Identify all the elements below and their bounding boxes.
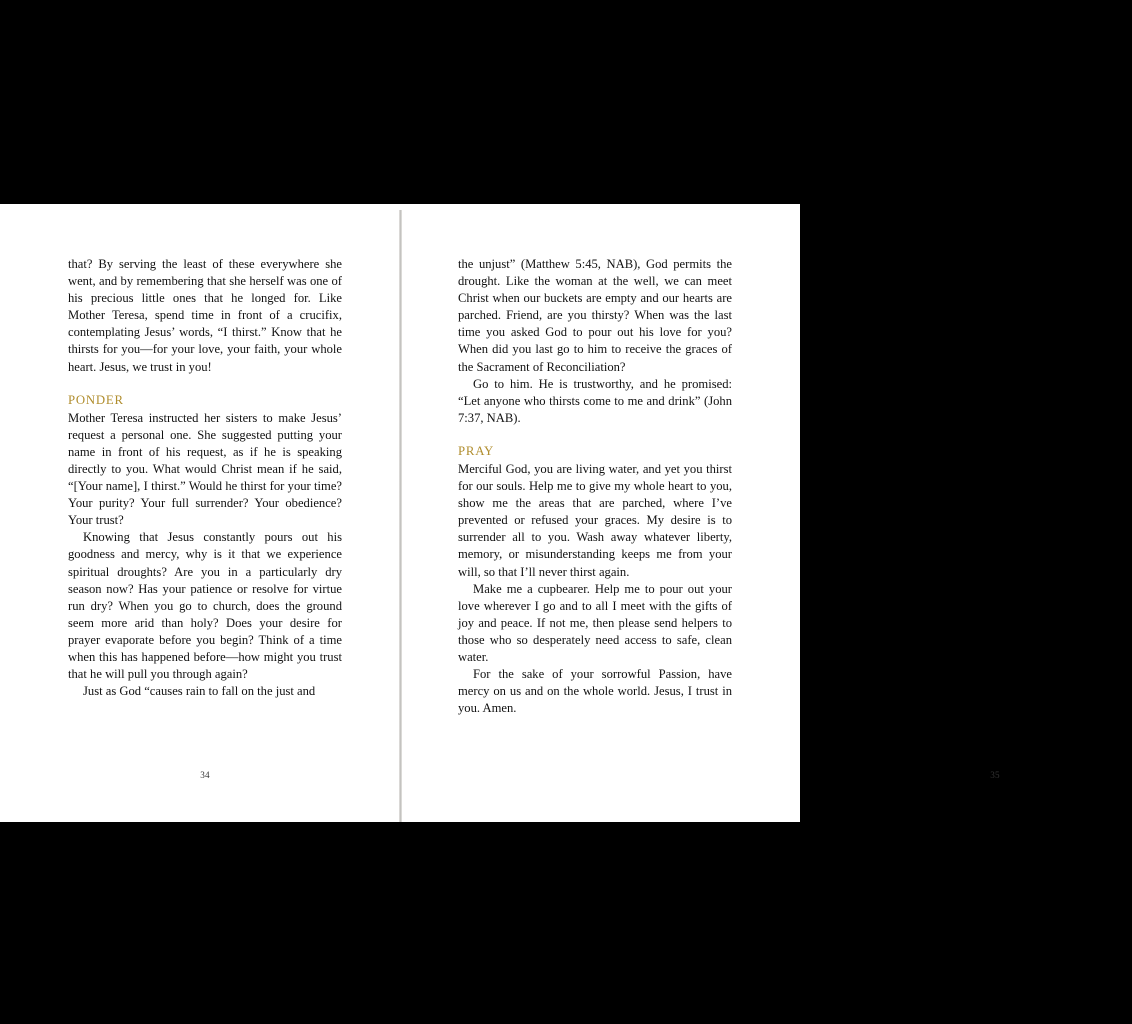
page-number-right: 35 (990, 770, 1000, 780)
right-page-text-column (458, 256, 732, 717)
book-spread (0, 204, 1000, 822)
body-paragraph: that? By serving the least of these everywhere she went, and by remembering that she herself was one of his precious little ones that he longed for. Like Mother Teresa, spend time in front of a crucifix, contemplating Jesus’ words, “I thirst.” Know that he thirsts for you—for your love, your faith, your whole heart. Jesus, we trust in you! (68, 257, 342, 374)
left-page-text-column (68, 256, 342, 700)
body-paragraph: Go to him. He is trustworthy, and he promised: “Let anyone who thirsts come to me and drink” (John 7:37, NAB). (458, 376, 732, 425)
body-paragraph: For the sake of your sorrowful Passion, have mercy on us and on the whole world. Jesus, I trust in you. Amen. (458, 667, 732, 716)
body-paragraph: Merciful God, you are living water, and yet you thirst for our souls. Help me to give my whole heart to you, show me the areas that are parched, where I’ve prevented or refused your graces. My desire is to surrender all to you. Wash away whatever liberty, memory, or misunderstanding keeps me from your will, so that I’ll never thirst again. (458, 461, 732, 579)
left-page (0, 204, 400, 822)
section-heading: PONDER (68, 392, 124, 407)
right-page (400, 204, 1000, 822)
section-heading: PRAY (458, 443, 495, 458)
body-paragraph: the unjust” (Matthew 5:45, NAB), God permits the drought. Like the woman at the well, we can meet Christ when our buckets are empty and our hearts are parched. Friend, are you thirsty? When was the last time you asked God to pour out his love for you? When did you last go to him to receive the graces of the Sacrament of Reconciliation? (458, 257, 732, 374)
body-paragraph: Mother Teresa instructed her sisters to make Jesus’ request a personal one. She suggested putting your name in front of his request, as if he is speaking directly to you. What would Christ mean if he said, “[Your name], I thirst.” Would he thirst for your time? Your purity? Your full surrender? Your obedience? Your trust? (68, 410, 342, 528)
body-paragraph: Just as God “causes rain to fall on the just and (83, 684, 316, 699)
body-paragraph: Make me a cupbearer. Help me to pour out your love wherever I go and to all I meet with the gifts of joy and peace. If not me, then please send helpers to those who so desperately need access to safe, clean water. (458, 581, 732, 664)
body-paragraph: Knowing that Jesus constantly pours out his goodness and mercy, why is it that we experience spiritual droughts? Are you in a particularly dry season now? Has your patience or resolve for virtue run dry? When you go to church, does the ground seem more arid than holy? Does your desire for prayer evaporate before you begin? Think of a time when this has happened before—how might you trust that he will pull you through again? (68, 530, 342, 682)
page-number-left: 34 (200, 770, 210, 780)
